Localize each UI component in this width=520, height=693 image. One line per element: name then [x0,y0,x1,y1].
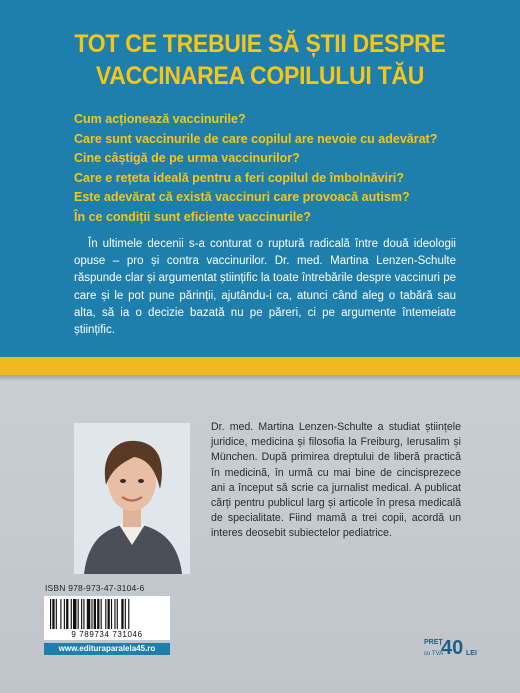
barcode-bar [87,599,90,629]
author-portrait-image [74,423,190,574]
price-tag [424,637,484,665]
barcode-bar [94,599,96,629]
barcode-bar [125,599,126,629]
book-headline [58,28,463,92]
barcode-digits: 9 789734 731046 [44,630,170,640]
barcode-bar [66,599,68,629]
barcode-bar [97,599,99,629]
question-list [74,110,494,227]
barcode-bar [101,599,102,629]
barcode-bar [121,599,123,629]
question-item: Care sunt vaccinurile de care copilul are nevoie cu adevărat? [74,131,438,146]
barcode-bar [108,599,110,629]
price-currency: LEI [466,650,477,657]
price-amount: 40 [441,637,464,659]
headline-line-2: VACCINAREA COPILULUI TĂU [95,62,425,90]
question-item: În ce condiții sunt eficiente vaccinurile? [74,209,311,224]
barcode-bars [44,596,170,630]
barcode-bar [71,599,72,629]
intro-paragraph: În ultimele decenii s-a conturat o ruptură radicală între două ideologii opuse – pro și contra vaccinurilor. Dr. med. Martina Lenzen-Schulte răspunde clar și argumentat științific la toate întrebările despre vaccinuri pe care și le pot pune părinții, ajutându-i ca, atunci când aleg o tabără sau alta, să ia o decizie bazată nu pe păreri, ci pe argumente întemeiate științific. [74,238,456,337]
barcode-bar [50,599,51,629]
website-link[interactable]: www.edituraparalela45.ro [44,643,170,655]
barcode-bar [60,599,61,629]
barcode-bar [105,599,106,629]
author-photo [74,423,190,574]
barcode-bar [117,599,118,629]
accent-stripe [0,357,520,375]
question-item: Cum acționează vaccinurile? [74,112,246,126]
barcode-bar [73,599,76,629]
question-item: Cine câștigă de pe urma vaccinurilor? [74,151,300,165]
barcode-bar [91,599,92,629]
barcode-bar [81,599,82,629]
question-item: Care e rețeta ideală pentru a feri copilul de îmbolnăviri? [74,170,404,185]
barcode-bar [83,599,84,629]
author-bio: Dr. med. Martina Lenzen-Schulte a studiat științele juridice, medicina și filosofia la Freiburg, Ierusalim și München. După primirea dreptului de liberă practică în medicină, în urmă cu mai bine de cincisprezece ani a început să scrie ca jurnalist medical. A publicat cărți pentru publicul larg și articole în presa medicală de specialitate. Fiind mamă a trei copii, acordă un interes deosebit subiectelor pediatrice. [211,421,461,540]
barcode-bar [111,599,112,629]
barcode-bar [52,599,54,629]
barcode-bar [128,599,129,629]
question-item: Este adevărat că există vaccinuri care provoacă autism? [74,190,410,204]
barcode-bar [114,599,115,629]
headline-line-1: TOT CE TREBUIE SĂ ȘTII DESPRE [74,30,446,58]
barcode-bar [78,599,79,629]
price-label: PREȚ [424,639,443,646]
barcode-bar [56,599,57,629]
barcode-bar [64,599,65,629]
isbn-label: ISBN 978-973-47-3104-6 [45,583,145,593]
price-vat-note: cu TVA [424,651,444,657]
